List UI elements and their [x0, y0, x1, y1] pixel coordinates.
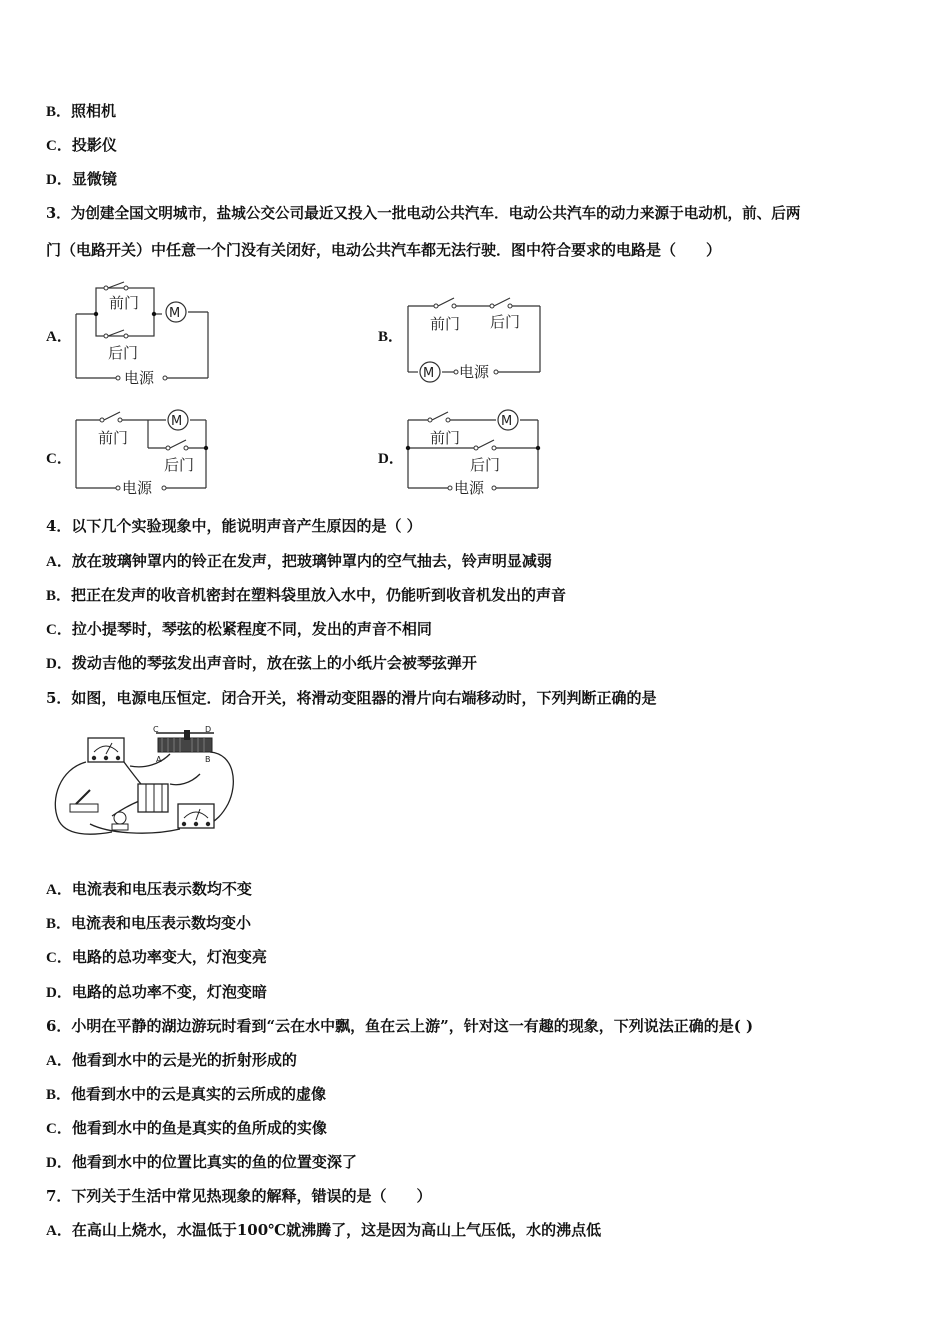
bulb-icon: [112, 812, 128, 830]
q3-figure-d-label: D．: [378, 451, 404, 467]
q4-option-d: D．拨动吉他的琴弦发出声音时，放在弦上的小纸片会被琴弦弹开: [46, 654, 477, 672]
q5-option-d: D．电路的总功率不变，灯泡变暗: [46, 983, 267, 1001]
front-door-label: 前门: [430, 429, 461, 447]
terminal-b-label: B: [205, 755, 211, 764]
q6-option-c: C．他看到水中的鱼是真实的鱼所成的实像: [46, 1119, 327, 1137]
q3-figure-a-label: A．: [46, 329, 72, 345]
motor-label: M: [501, 414, 513, 429]
front-door-label: 前门: [98, 429, 129, 447]
back-door-label: 后门: [490, 313, 521, 331]
q4-option-c: C．拉小提琴时，琴弦的松紧程度不同，发出的声音不相同: [46, 620, 432, 638]
q3-figure-b-label: B．: [378, 329, 404, 345]
q6-option-b: B．他看到水中的云是真实的云所成的虚像: [46, 1085, 327, 1103]
motor-label: M: [171, 414, 183, 429]
q5-option-b: B．电流表和电压表示数均变小: [46, 914, 252, 932]
source-label: 电源: [124, 369, 155, 387]
back-door-label: 后门: [470, 456, 501, 474]
q3-stem-line1: 3．为创建全国文明城市，盐城公交公司最近又投入一批电动公共汽车．电动公共汽车的动力来源于电动机，前、后两: [46, 205, 801, 222]
q4-option-a: A．放在玻璃钟罩内的铃正在发声，把玻璃钟罩内的空气抽去，铃声明显减弱: [46, 552, 552, 570]
source-label: 电源: [122, 479, 153, 497]
source-label: 电源: [454, 479, 485, 497]
q5-option-a: A．电流表和电压表示数均不变: [46, 880, 252, 898]
q7-stem: 7．下列关于生活中常见热现象的解释，错误的是（ ）: [46, 1187, 432, 1205]
q7-option-a: A．在高山上烧水，水温低于100℃就沸腾了，这是因为高山上气压低，水的沸点低: [46, 1221, 602, 1239]
q4-stem: 4．以下几个实验现象中，能说明声音产生原因的是（ ）: [46, 517, 422, 535]
back-door-label: 后门: [164, 456, 195, 474]
ammeter-icon: [88, 738, 124, 762]
voltmeter-icon: [178, 804, 214, 828]
front-door-label: 前门: [430, 315, 461, 333]
q5-circuit-photo: [50, 724, 240, 842]
q2-option-c: C．投影仪: [46, 136, 117, 154]
q3-stem-line2: 门（电路开关）中任意一个门没有关闭好，电动公共汽车都无法行驶．图中符合要求的电路是（ ）: [46, 241, 722, 259]
terminal-d-label: D: [205, 725, 212, 734]
q4-option-b: B．把正在发声的收音机密封在塑料袋里放入水中，仍能听到收音机发出的声音: [46, 586, 567, 604]
terminal-a-label: A: [156, 755, 162, 764]
q2-option-b: B．照相机: [46, 102, 117, 120]
back-door-label: 后门: [108, 344, 139, 362]
source-label: 电源: [459, 363, 490, 381]
q2-option-d: D．显微镜: [46, 170, 117, 188]
q5-stem: 5．如图，电源电压恒定．闭合开关，将滑动变阻器的滑片向右端移动时，下列判断正确的是: [46, 689, 657, 707]
motor-label: M: [423, 366, 435, 381]
terminal-c-label: C: [153, 725, 159, 734]
q3-figure-c-label: C．: [46, 451, 72, 467]
q3-circuit-c: [72, 408, 212, 498]
q6-option-a: A．他看到水中的云是光的折射形成的: [46, 1051, 297, 1069]
battery-icon: [138, 784, 168, 812]
motor-label: M: [169, 306, 181, 321]
switch-icon: [70, 790, 98, 812]
q6-option-d: D．他看到水中的位置比真实的鱼的位置变深了: [46, 1153, 357, 1171]
q3-circuit-a: [72, 280, 212, 387]
front-door-label: 前门: [109, 294, 140, 312]
q3-circuit-b: [404, 292, 544, 384]
q6-stem: 6．小明在平静的湖边游玩时看到“云在水中飘，鱼在云上游”，针对这一有趣的现象，下列说法正确的是( ): [46, 1017, 754, 1035]
q3-circuit-d: [404, 408, 544, 498]
q5-option-c: C．电路的总功率变大，灯泡变亮: [46, 948, 267, 966]
